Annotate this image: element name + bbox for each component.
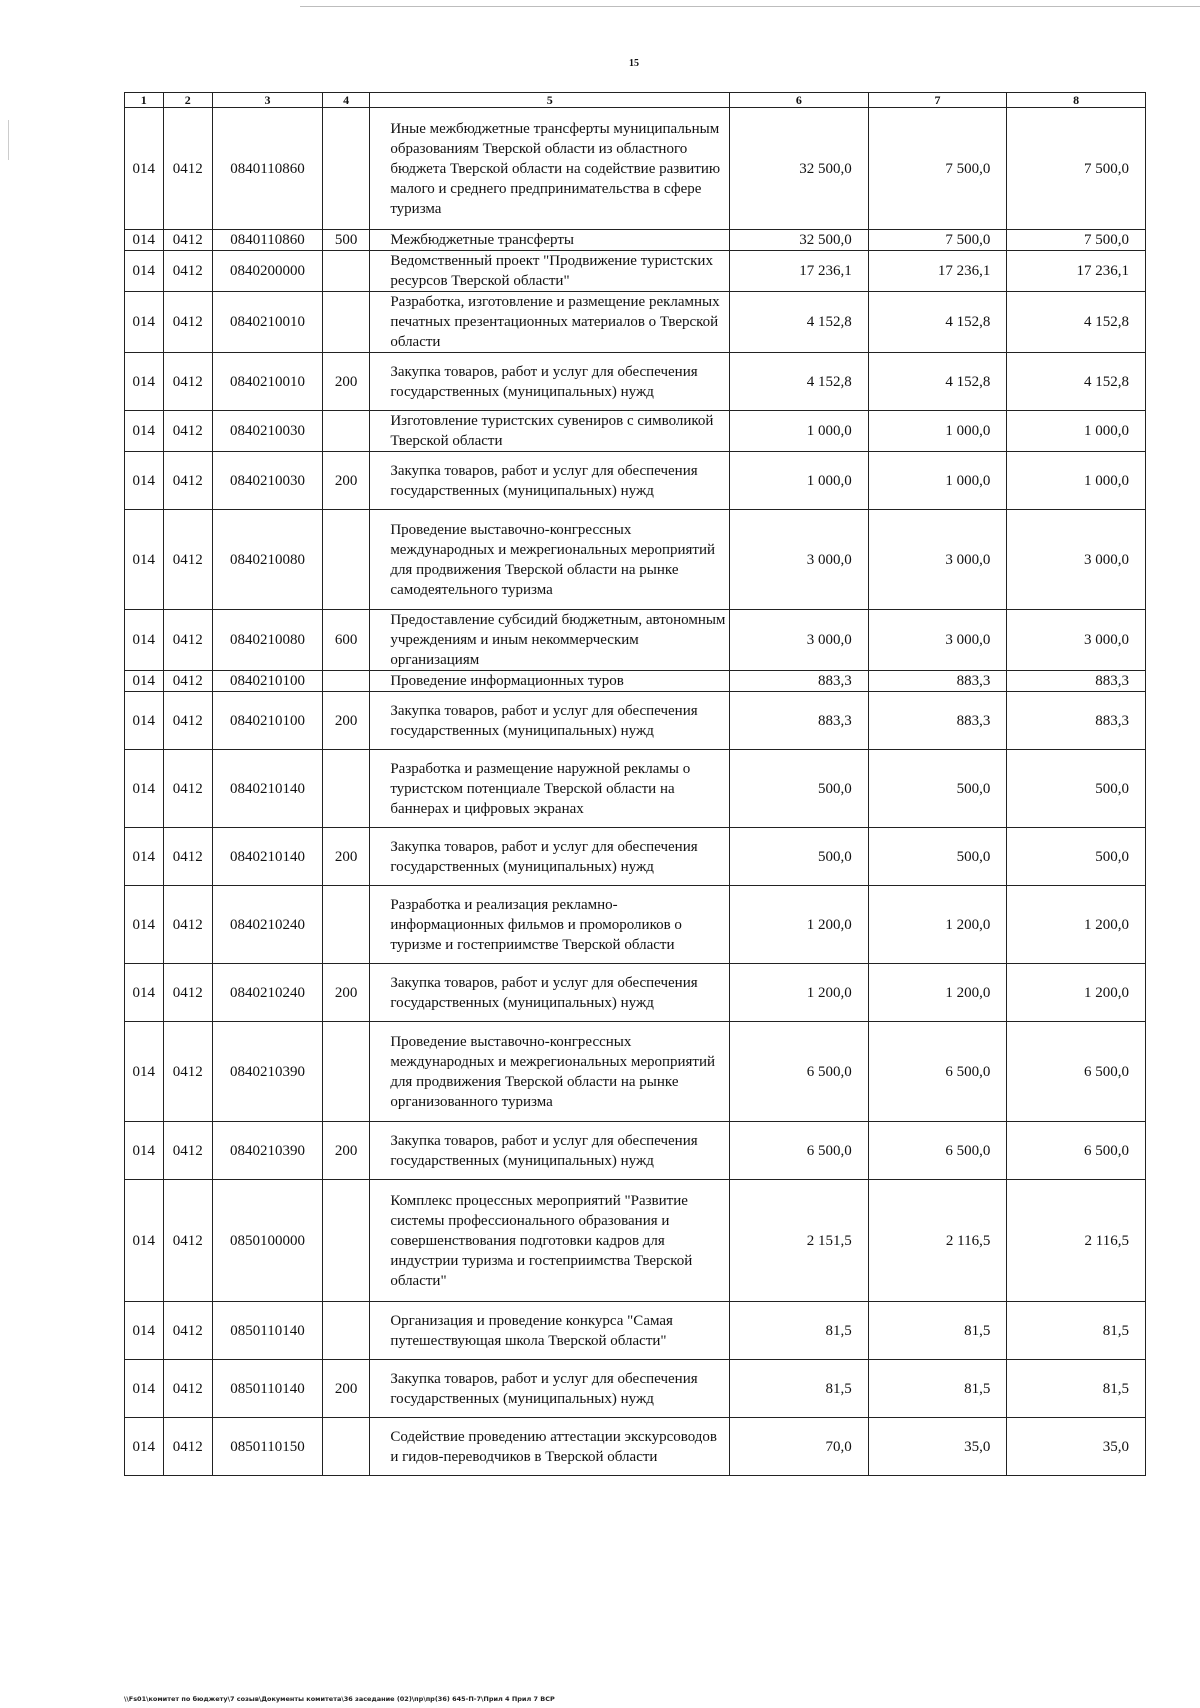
cell-section: 0412: [163, 750, 213, 828]
table-row: [125, 510, 1146, 610]
cell-amount-col7: 7 500,0: [868, 230, 1007, 251]
cell-expense-type: [323, 1302, 370, 1360]
scan-edge-left: [8, 120, 9, 160]
cell-chapter: 014: [125, 452, 164, 510]
cell-description: Комплекс процессных мероприятий "Развитие системы профессионального образования и совершенствования подготовки кадров для индустрии туризма и гостеприимства Тверской области": [370, 1180, 730, 1302]
cell-target-article: 0840210100: [213, 692, 323, 750]
cell-target-article: 0840210080: [213, 510, 323, 610]
cell-description: Разработка и реализация рекламно-информационных фильмов и промороликов о туризме и гостеприимстве Тверской области: [370, 886, 730, 964]
cell-amount-col6: 6 500,0: [730, 1022, 869, 1122]
cell-target-article: 0840210010: [213, 292, 323, 353]
cell-expense-type: [323, 750, 370, 828]
cell-expense-type: [323, 411, 370, 452]
cell-amount-col8: 883,3: [1007, 671, 1146, 692]
cell-amount-col6: 70,0: [730, 1418, 869, 1476]
column-number: 2: [163, 93, 213, 108]
cell-chapter: 014: [125, 1022, 164, 1122]
cell-amount-col8: 17 236,1: [1007, 251, 1146, 292]
cell-amount-col7: 3 000,0: [868, 610, 1007, 671]
cell-amount-col7: 6 500,0: [868, 1022, 1007, 1122]
cell-section: 0412: [163, 510, 213, 610]
column-number-row: [125, 93, 1146, 108]
cell-chapter: 014: [125, 886, 164, 964]
cell-expense-type: [323, 251, 370, 292]
cell-amount-col7: 17 236,1: [868, 251, 1007, 292]
table-row: [125, 251, 1146, 292]
cell-expense-type: 500: [323, 230, 370, 251]
page-number: 15: [629, 58, 639, 69]
cell-chapter: 014: [125, 1302, 164, 1360]
cell-section: 0412: [163, 886, 213, 964]
cell-amount-col6: 4 152,8: [730, 353, 869, 411]
cell-section: 0412: [163, 1180, 213, 1302]
cell-amount-col7: 81,5: [868, 1360, 1007, 1418]
cell-chapter: 014: [125, 1122, 164, 1180]
cell-expense-type: [323, 292, 370, 353]
cell-chapter: 014: [125, 1360, 164, 1418]
cell-amount-col8: 1 000,0: [1007, 452, 1146, 510]
cell-amount-col7: 4 152,8: [868, 292, 1007, 353]
column-number: 5: [370, 93, 730, 108]
cell-target-article: 0850110140: [213, 1360, 323, 1418]
cell-target-article: 0840210140: [213, 828, 323, 886]
cell-expense-type: [323, 108, 370, 230]
cell-description: Проведение выставочно-конгрессных международных и межрегиональных мероприятий для продвижения Тверской области на рынке организованного туризма: [370, 1022, 730, 1122]
cell-section: 0412: [163, 671, 213, 692]
cell-amount-col7: 1 000,0: [868, 452, 1007, 510]
cell-chapter: 014: [125, 411, 164, 452]
cell-section: 0412: [163, 610, 213, 671]
cell-description: Проведение информационных туров: [370, 671, 730, 692]
cell-expense-type: 200: [323, 692, 370, 750]
cell-target-article: 0840110860: [213, 108, 323, 230]
cell-expense-type: 200: [323, 828, 370, 886]
cell-target-article: 0840210030: [213, 452, 323, 510]
cell-description: Закупка товаров, работ и услуг для обеспечения государственных (муниципальных) нужд: [370, 353, 730, 411]
table-row: [125, 1418, 1146, 1476]
table-row: [125, 452, 1146, 510]
cell-amount-col8: 4 152,8: [1007, 353, 1146, 411]
cell-amount-col8: 1 200,0: [1007, 964, 1146, 1022]
cell-section: 0412: [163, 964, 213, 1022]
cell-amount-col8: 883,3: [1007, 692, 1146, 750]
table-row: [125, 292, 1146, 353]
cell-amount-col6: 2 151,5: [730, 1180, 869, 1302]
cell-section: 0412: [163, 1022, 213, 1122]
table-row: [125, 1302, 1146, 1360]
cell-amount-col8: 6 500,0: [1007, 1122, 1146, 1180]
cell-amount-col6: 32 500,0: [730, 108, 869, 230]
cell-section: 0412: [163, 452, 213, 510]
cell-chapter: 014: [125, 510, 164, 610]
cell-amount-col7: 7 500,0: [868, 108, 1007, 230]
cell-target-article: 0850100000: [213, 1180, 323, 1302]
cell-amount-col7: 1 200,0: [868, 886, 1007, 964]
table-row: [125, 230, 1146, 251]
cell-expense-type: 200: [323, 1360, 370, 1418]
table-row: [125, 1122, 1146, 1180]
cell-chapter: 014: [125, 353, 164, 411]
cell-target-article: 0850110140: [213, 1302, 323, 1360]
table-row: [125, 1180, 1146, 1302]
cell-chapter: 014: [125, 671, 164, 692]
cell-amount-col7: 883,3: [868, 671, 1007, 692]
cell-target-article: 0840210240: [213, 886, 323, 964]
cell-amount-col8: 1 200,0: [1007, 886, 1146, 964]
cell-description: Разработка, изготовление и размещение рекламных печатных презентационных материалов о Тверской области: [370, 292, 730, 353]
cell-amount-col8: 4 152,8: [1007, 292, 1146, 353]
cell-target-article: 0840210140: [213, 750, 323, 828]
cell-target-article: 0850110150: [213, 1418, 323, 1476]
cell-amount-col8: 7 500,0: [1007, 230, 1146, 251]
column-number: 8: [1007, 93, 1146, 108]
cell-target-article: 0840200000: [213, 251, 323, 292]
cell-chapter: 014: [125, 1180, 164, 1302]
cell-amount-col6: 81,5: [730, 1302, 869, 1360]
cell-expense-type: [323, 510, 370, 610]
cell-chapter: 014: [125, 230, 164, 251]
cell-amount-col7: 35,0: [868, 1418, 1007, 1476]
column-number: 7: [868, 93, 1007, 108]
cell-section: 0412: [163, 251, 213, 292]
cell-description: Закупка товаров, работ и услуг для обеспечения государственных (муниципальных) нужд: [370, 828, 730, 886]
cell-amount-col6: 1 200,0: [730, 886, 869, 964]
cell-chapter: 014: [125, 292, 164, 353]
cell-amount-col8: 81,5: [1007, 1302, 1146, 1360]
cell-chapter: 014: [125, 251, 164, 292]
table-row: [125, 671, 1146, 692]
table-row: [125, 411, 1146, 452]
cell-amount-col8: 1 000,0: [1007, 411, 1146, 452]
cell-section: 0412: [163, 230, 213, 251]
cell-target-article: 0840210100: [213, 671, 323, 692]
cell-section: 0412: [163, 1122, 213, 1180]
cell-target-article: 0840110860: [213, 230, 323, 251]
cell-section: 0412: [163, 1418, 213, 1476]
cell-section: 0412: [163, 1360, 213, 1418]
cell-amount-col6: 883,3: [730, 692, 869, 750]
cell-chapter: 014: [125, 964, 164, 1022]
table-row: [125, 886, 1146, 964]
column-number: 6: [730, 93, 869, 108]
cell-description: Проведение выставочно-конгрессных международных и межрегиональных мероприятий для продвижения Тверской области на рынке самодеятельного туризма: [370, 510, 730, 610]
cell-expense-type: [323, 886, 370, 964]
cell-description: Разработка и размещение наружной рекламы о туристском потенциале Тверской области на баннерах и цифровых экранах: [370, 750, 730, 828]
cell-amount-col6: 1 200,0: [730, 964, 869, 1022]
table-row: [125, 353, 1146, 411]
cell-amount-col6: 1 000,0: [730, 452, 869, 510]
cell-chapter: 014: [125, 692, 164, 750]
cell-amount-col6: 500,0: [730, 750, 869, 828]
cell-section: 0412: [163, 292, 213, 353]
cell-amount-col7: 6 500,0: [868, 1122, 1007, 1180]
file-path-footer: \\Fs01\комитет по бюджету\7 созыв\Документы комитета\36 заседание (02)\пр\пр(36) 645-П-7\Прил 4 Прил 7 ВСР: [124, 1695, 555, 1703]
cell-description: Закупка товаров, работ и услуг для обеспечения государственных (муниципальных) нужд: [370, 964, 730, 1022]
cell-target-article: 0840210390: [213, 1122, 323, 1180]
cell-amount-col8: 2 116,5: [1007, 1180, 1146, 1302]
cell-expense-type: [323, 671, 370, 692]
cell-section: 0412: [163, 411, 213, 452]
cell-amount-col8: 3 000,0: [1007, 610, 1146, 671]
cell-amount-col7: 500,0: [868, 750, 1007, 828]
cell-section: 0412: [163, 108, 213, 230]
cell-amount-col6: 4 152,8: [730, 292, 869, 353]
cell-description: Предоставление субсидий бюджетным, автономным учреждениям и иным некоммерческим организациям: [370, 610, 730, 671]
cell-amount-col6: 500,0: [730, 828, 869, 886]
cell-expense-type: 200: [323, 1122, 370, 1180]
cell-amount-col7: 2 116,5: [868, 1180, 1007, 1302]
cell-amount-col6: 81,5: [730, 1360, 869, 1418]
cell-amount-col8: 6 500,0: [1007, 1022, 1146, 1122]
table-row: [125, 692, 1146, 750]
cell-target-article: 0840210080: [213, 610, 323, 671]
table-row: [125, 964, 1146, 1022]
cell-description: Содействие проведению аттестации экскурсоводов и гидов-переводчиков в Тверской области: [370, 1418, 730, 1476]
cell-amount-col8: 500,0: [1007, 750, 1146, 828]
table-row: [125, 108, 1146, 230]
cell-description: Закупка товаров, работ и услуг для обеспечения государственных (муниципальных) нужд: [370, 1122, 730, 1180]
cell-amount-col7: 4 152,8: [868, 353, 1007, 411]
cell-section: 0412: [163, 353, 213, 411]
cell-description: Межбюджетные трансферты: [370, 230, 730, 251]
table-row: [125, 1360, 1146, 1418]
cell-description: Иные межбюджетные трансферты муниципальным образованиям Тверской области из областного бюджета Тверской области на содействие развитию малого и среднего предпринимательства в сфере туризма: [370, 108, 730, 230]
cell-amount-col6: 3 000,0: [730, 610, 869, 671]
cell-chapter: 014: [125, 108, 164, 230]
cell-chapter: 014: [125, 610, 164, 671]
table-row: [125, 750, 1146, 828]
cell-description: Закупка товаров, работ и услуг для обеспечения государственных (муниципальных) нужд: [370, 1360, 730, 1418]
table-row: [125, 610, 1146, 671]
cell-amount-col7: 3 000,0: [868, 510, 1007, 610]
cell-expense-type: [323, 1022, 370, 1122]
cell-target-article: 0840210030: [213, 411, 323, 452]
cell-amount-col6: 17 236,1: [730, 251, 869, 292]
cell-amount-col7: 500,0: [868, 828, 1007, 886]
table-row: [125, 1022, 1146, 1122]
cell-amount-col8: 35,0: [1007, 1418, 1146, 1476]
cell-target-article: 0840210010: [213, 353, 323, 411]
cell-section: 0412: [163, 828, 213, 886]
cell-target-article: 0840210390: [213, 1022, 323, 1122]
cell-chapter: 014: [125, 1418, 164, 1476]
cell-amount-col8: 500,0: [1007, 828, 1146, 886]
cell-section: 0412: [163, 692, 213, 750]
cell-amount-col7: 81,5: [868, 1302, 1007, 1360]
cell-amount-col7: 1 200,0: [868, 964, 1007, 1022]
cell-description: Ведомственный проект "Продвижение туристских ресурсов Тверской области": [370, 251, 730, 292]
cell-amount-col8: 7 500,0: [1007, 108, 1146, 230]
column-number: 3: [213, 93, 323, 108]
column-number: 1: [125, 93, 164, 108]
cell-chapter: 014: [125, 828, 164, 886]
scan-edge-top: [300, 6, 1200, 7]
cell-amount-col7: 883,3: [868, 692, 1007, 750]
cell-amount-col6: 1 000,0: [730, 411, 869, 452]
cell-expense-type: 200: [323, 964, 370, 1022]
table-row: [125, 828, 1146, 886]
cell-section: 0412: [163, 1302, 213, 1360]
budget-table: [124, 92, 1146, 1476]
cell-expense-type: [323, 1180, 370, 1302]
cell-expense-type: 200: [323, 353, 370, 411]
cell-expense-type: 600: [323, 610, 370, 671]
cell-amount-col6: 6 500,0: [730, 1122, 869, 1180]
cell-amount-col6: 883,3: [730, 671, 869, 692]
column-number: 4: [323, 93, 370, 108]
cell-target-article: 0840210240: [213, 964, 323, 1022]
cell-description: Изготовление туристских сувениров с символикой Тверской области: [370, 411, 730, 452]
cell-expense-type: 200: [323, 452, 370, 510]
cell-amount-col6: 3 000,0: [730, 510, 869, 610]
cell-amount-col7: 1 000,0: [868, 411, 1007, 452]
cell-amount-col8: 81,5: [1007, 1360, 1146, 1418]
cell-description: Закупка товаров, работ и услуг для обеспечения государственных (муниципальных) нужд: [370, 692, 730, 750]
cell-expense-type: [323, 1418, 370, 1476]
cell-amount-col8: 3 000,0: [1007, 510, 1146, 610]
cell-description: Организация и проведение конкурса "Самая путешествующая школа Тверской области": [370, 1302, 730, 1360]
cell-chapter: 014: [125, 750, 164, 828]
cell-description: Закупка товаров, работ и услуг для обеспечения государственных (муниципальных) нужд: [370, 452, 730, 510]
cell-amount-col6: 32 500,0: [730, 230, 869, 251]
